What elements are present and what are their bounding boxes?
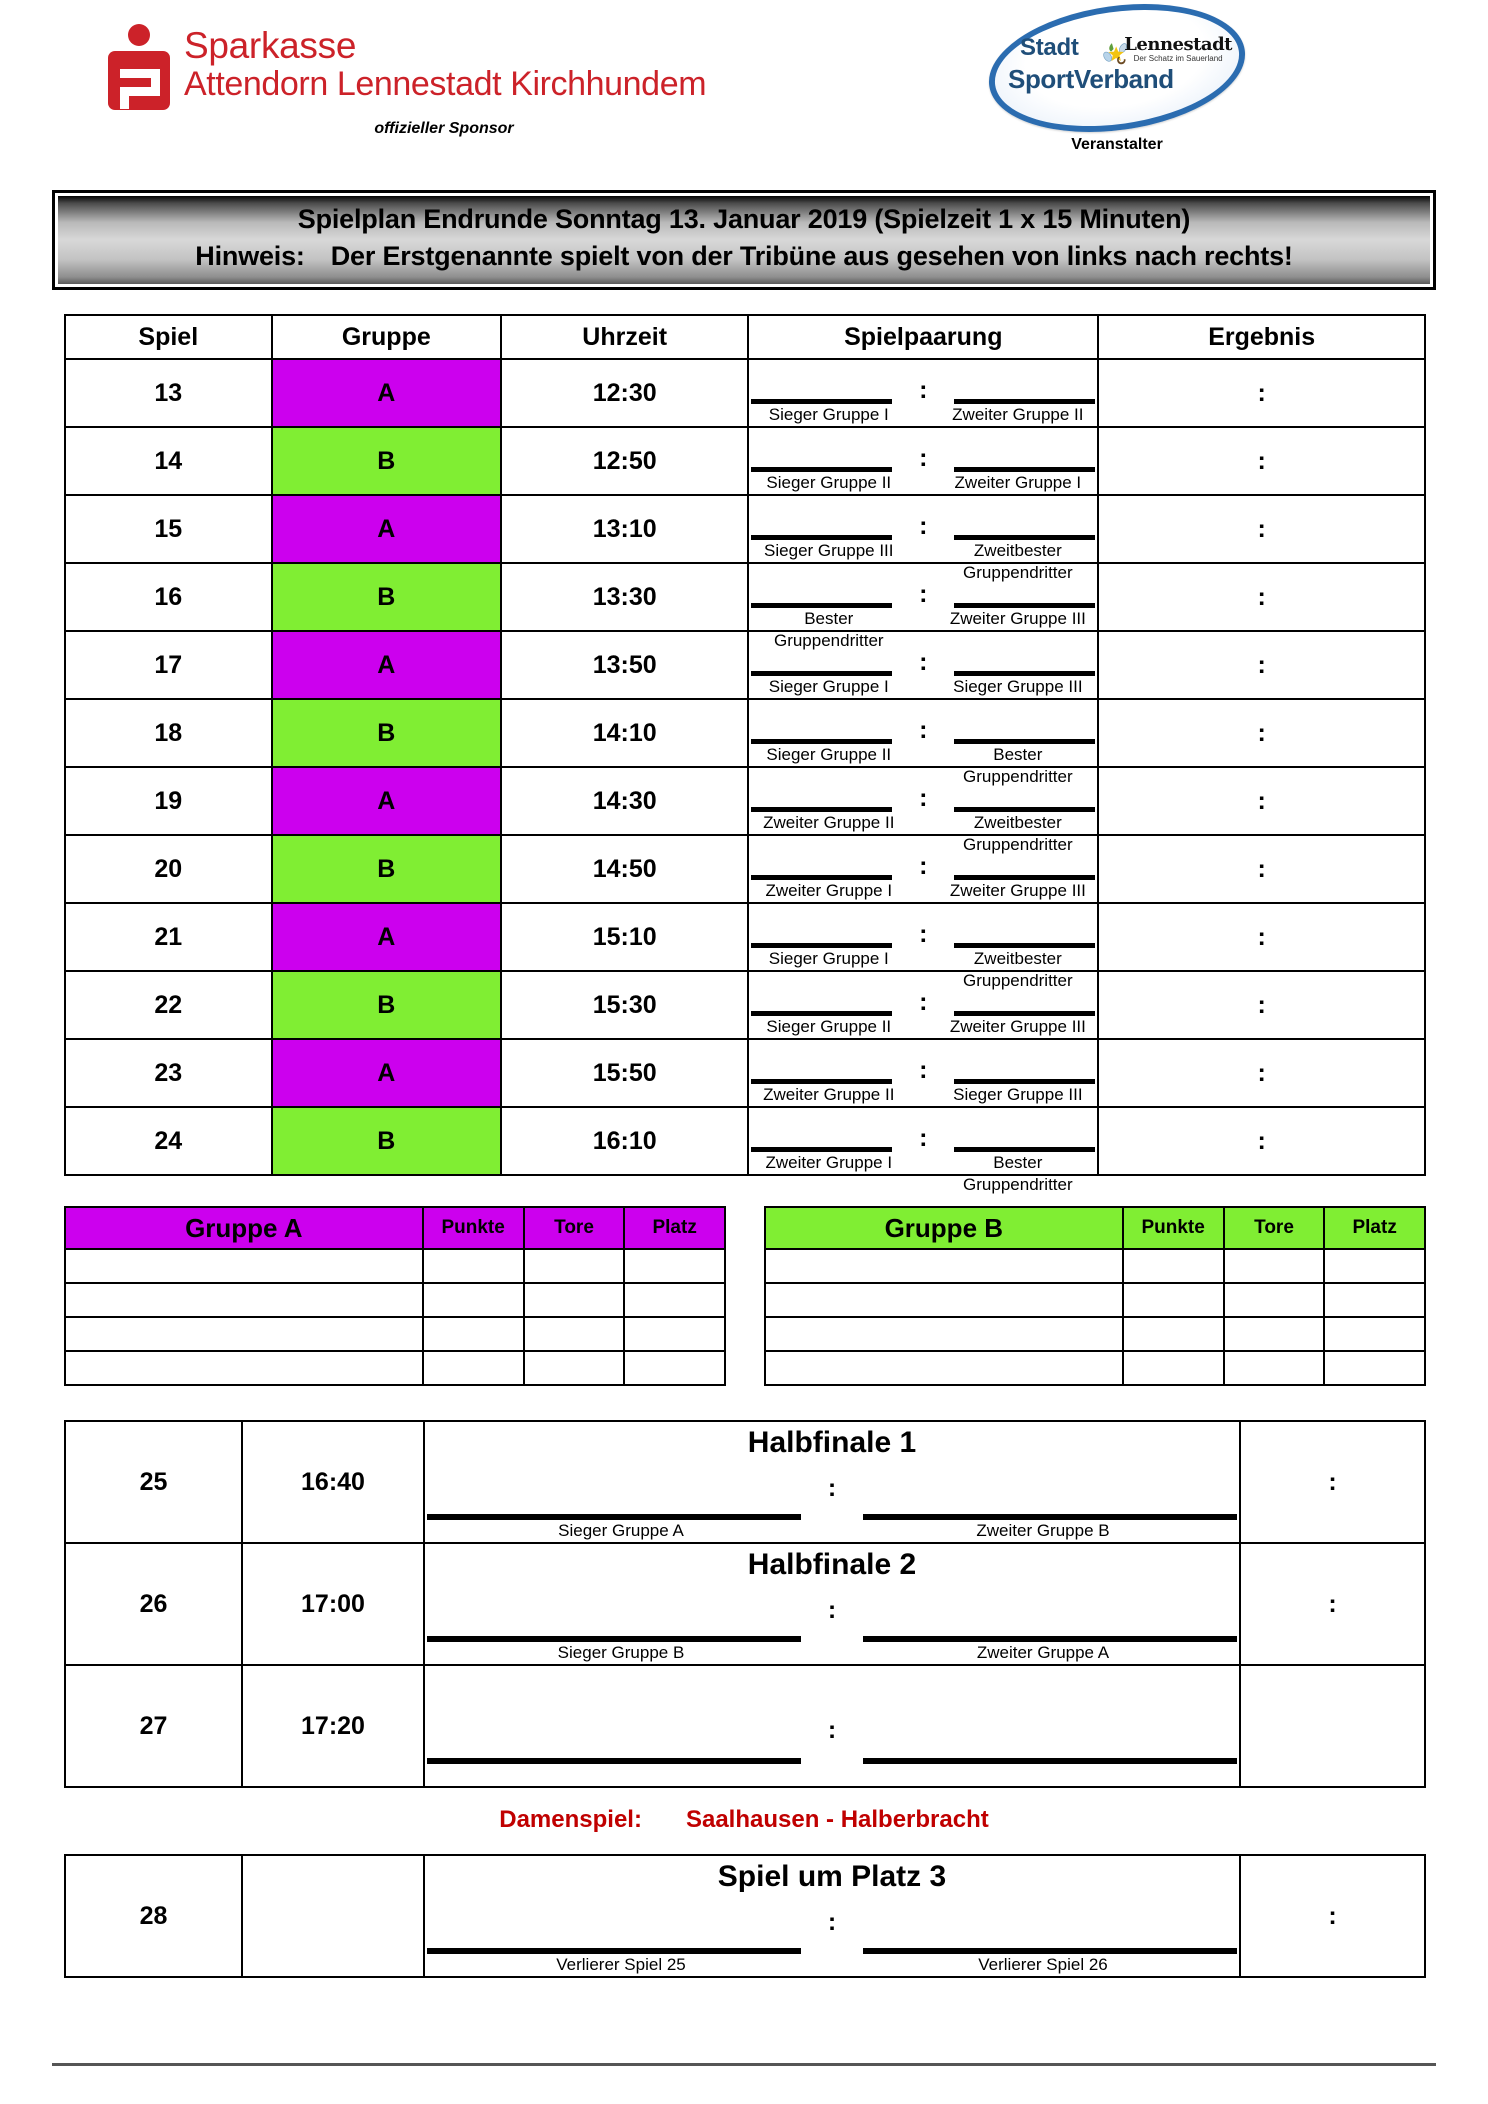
knockout-spiel-number: 27 — [65, 1665, 242, 1787]
knockout-title: Halbfinale 2 — [747, 1548, 917, 1581]
schedule-uhrzeit: 16:10 — [501, 1107, 748, 1175]
schedule-away-label: Zweiter Gruppe III — [949, 881, 1086, 900]
schedule-row — [65, 427, 1425, 495]
standings-platz-cell[interactable] — [624, 1351, 725, 1385]
knockout-row — [65, 1543, 1425, 1665]
schedule-away-label: Sieger Gruppe III — [953, 677, 1083, 696]
standings-tore-cell[interactable] — [524, 1249, 625, 1283]
organizer-line2-d: erband — [1089, 64, 1174, 94]
schedule-ergebnis[interactable]: : — [1098, 1107, 1425, 1175]
schedule-row — [65, 767, 1425, 835]
standings-platz-cell[interactable] — [1324, 1249, 1425, 1283]
schedule-away-slot[interactable] — [938, 1079, 1097, 1106]
schedule-uhrzeit: 14:10 — [501, 699, 748, 767]
standings-row — [765, 1351, 1425, 1385]
knockout-away-label: Zweiter Gruppe B — [976, 1521, 1110, 1540]
schedule-home-slot[interactable] — [749, 1079, 908, 1106]
schedule-colon: : — [919, 919, 928, 948]
schedule-ergebnis[interactable]: : — [1098, 835, 1425, 903]
schedule-home-label: Sieger Gruppe I — [768, 405, 889, 424]
schedule-colon: : — [919, 1055, 928, 1084]
schedule-spiel-number: 23 — [65, 1039, 272, 1107]
schedule-home-slot[interactable] — [749, 875, 908, 902]
damenspiel-note — [0, 1806, 1488, 1834]
schedule-colon: : — [919, 1123, 928, 1152]
third-place-row — [65, 1855, 1425, 1977]
standings-team-cell[interactable] — [65, 1351, 423, 1385]
standings-section — [64, 1206, 1426, 1386]
schedule-ergebnis[interactable]: : — [1098, 631, 1425, 699]
schedule-colon: : — [919, 783, 928, 812]
schedule-away-slot[interactable] — [938, 535, 1097, 582]
standings-platz-cell[interactable] — [624, 1249, 725, 1283]
schedule-colon: : — [919, 851, 928, 880]
schedule-gruppe-badge: A — [272, 903, 502, 971]
schedule-home-slot[interactable] — [749, 1011, 908, 1038]
schedule-home-label: Zweiter Gruppe I — [765, 1153, 893, 1172]
schedule-ergebnis[interactable]: : — [1098, 427, 1425, 495]
knockout-home-label — [425, 1764, 817, 1786]
schedule-ergebnis[interactable]: : — [1098, 767, 1425, 835]
schedule-away-slot[interactable] — [938, 807, 1097, 854]
title-banner — [52, 190, 1436, 290]
schedule-row — [65, 971, 1425, 1039]
standings-tore-cell[interactable] — [1224, 1283, 1325, 1317]
footer-rule — [52, 2063, 1436, 2066]
organizer-brand-name: Lennestadt — [1124, 34, 1232, 56]
schedule-home-slot[interactable] — [749, 603, 908, 650]
knockout-uhrzeit: 16:40 — [242, 1421, 424, 1543]
organizer-block — [972, 6, 1262, 154]
schedule-gruppe-badge: A — [272, 631, 502, 699]
knockout-pairing-cell — [424, 1421, 1240, 1543]
schedule-colon: : — [919, 375, 928, 404]
knockout-ergebnis[interactable]: : — [1240, 1543, 1425, 1665]
knockout-table — [64, 1420, 1426, 1788]
sponsor-caption: offizieller Sponsor — [374, 120, 514, 137]
schedule-row — [65, 699, 1425, 767]
standings-platz-cell[interactable] — [624, 1317, 725, 1351]
damenspiel-label: Damenspiel: — [499, 1806, 642, 1833]
sponsor-block — [108, 24, 868, 138]
standings-row — [65, 1351, 725, 1385]
schedule-home-label: Sieger Gruppe I — [768, 949, 889, 968]
knockout-ergebnis[interactable]: : — [1240, 1421, 1425, 1543]
standings-tore-cell[interactable] — [1224, 1351, 1325, 1385]
schedule-away-label: Zweiter Gruppe I — [954, 473, 1082, 492]
schedule-gruppe-badge: B — [272, 427, 502, 495]
knockout-home-slot[interactable] — [425, 1636, 817, 1664]
schedule-table — [64, 314, 1426, 1194]
third-place-away-slot[interactable] — [847, 1948, 1239, 1976]
schedule-row — [65, 903, 1425, 971]
knockout-away-slot[interactable] — [847, 1636, 1239, 1664]
group-a-column-tore: Tore — [524, 1207, 625, 1249]
knockout-away-slot[interactable] — [847, 1758, 1239, 1786]
knockout-uhrzeit: 17:20 — [242, 1665, 424, 1787]
schedule-home-label: Zweiter Gruppe II — [763, 1085, 895, 1104]
schedule-pairing-cell — [748, 903, 1098, 990]
schedule-spiel-number: 19 — [65, 767, 272, 835]
schedule-home-slot[interactable] — [749, 535, 908, 562]
schedule-gruppe-badge: B — [272, 971, 502, 1039]
schedule-ergebnis[interactable]: : — [1098, 903, 1425, 971]
schedule-row — [65, 359, 1425, 427]
knockout-home-slot[interactable] — [425, 1758, 817, 1786]
schedule-spiel-number: 22 — [65, 971, 272, 1039]
schedule-spiel-number: 21 — [65, 903, 272, 971]
third-place-colon: : — [827, 1907, 837, 1936]
schedule-home-slot[interactable] — [749, 943, 908, 970]
schedule-away-slot[interactable] — [938, 671, 1097, 698]
knockout-row — [65, 1665, 1425, 1787]
schedule-row — [65, 631, 1425, 699]
schedule-gruppe-badge: A — [272, 767, 502, 835]
schedule-gruppe-badge: A — [272, 495, 502, 563]
schedule-spiel-number: 24 — [65, 1107, 272, 1175]
schedule-gruppe-badge: A — [272, 359, 502, 427]
stadtsportverband-oval-icon — [981, 0, 1254, 147]
schedule-colon: : — [919, 715, 928, 744]
standings-row — [65, 1317, 725, 1351]
knockout-uhrzeit: 17:00 — [242, 1543, 424, 1665]
knockout-colon: : — [827, 1473, 837, 1502]
schedule-row — [65, 563, 1425, 631]
schedule-home-slot[interactable] — [749, 399, 908, 426]
schedule-away-slot[interactable] — [938, 1011, 1097, 1038]
third-place-ergebnis[interactable]: : — [1240, 1855, 1425, 1977]
schedule-pairing-cell — [748, 699, 1098, 786]
third-place-title: Spiel um Platz 3 — [717, 1860, 947, 1893]
knockout-pairing-cell — [424, 1543, 1240, 1665]
banner-hinweis-text: Der Erstgenannte spielt von der Tribüne aus gesehen von links nach rechts! — [330, 241, 1293, 271]
standings-team-cell[interactable] — [765, 1283, 1123, 1317]
standings-table-group-a — [64, 1206, 726, 1386]
schedule-away-slot[interactable] — [938, 739, 1097, 786]
schedule-pairing-cell — [748, 1107, 1098, 1194]
schedule-home-slot[interactable] — [749, 467, 908, 494]
schedule-home-slot[interactable] — [749, 1147, 908, 1174]
sponsor-bank-region: Attendorn Lennestadt Kirchhundem — [184, 65, 707, 104]
knockout-colon: : — [827, 1595, 837, 1624]
page-header — [0, 0, 1488, 190]
schedule-ergebnis[interactable]: : — [1098, 563, 1425, 631]
knockout-home-label: Sieger Gruppe A — [558, 1521, 684, 1540]
schedule-pairing-cell — [748, 1039, 1098, 1107]
schedule-uhrzeit: 14:50 — [501, 835, 748, 903]
schedule-row — [65, 495, 1425, 563]
schedule-gruppe-badge: B — [272, 835, 502, 903]
organizer-line2-a: S — [1008, 64, 1025, 94]
schedule-spiel-number: 14 — [65, 427, 272, 495]
schedule-uhrzeit: 14:30 — [501, 767, 748, 835]
standings-tore-cell[interactable] — [1224, 1317, 1325, 1351]
standings-row — [65, 1249, 725, 1283]
standings-tore-cell[interactable] — [524, 1351, 625, 1385]
standings-platz-cell[interactable] — [1324, 1317, 1425, 1351]
group-b-title: Gruppe B — [765, 1207, 1123, 1249]
column-header-spielpaarung: Spielpaarung — [748, 315, 1098, 359]
schedule-away-slot[interactable] — [938, 467, 1097, 494]
schedule-away-label: Bester Gruppendritter — [963, 745, 1073, 786]
standings-row — [765, 1317, 1425, 1351]
schedule-away-label: Zweitbester Gruppendritter — [963, 541, 1073, 582]
sponsor-bank-name: Sparkasse — [184, 25, 357, 66]
schedule-home-slot[interactable] — [749, 807, 908, 834]
knockout-colon: : — [827, 1715, 837, 1744]
standings-table-group-b — [764, 1206, 1426, 1386]
schedule-pairing-cell — [748, 359, 1098, 427]
schedule-row — [65, 1039, 1425, 1107]
schedule-away-label: Zweitbester Gruppendritter — [963, 813, 1073, 854]
group-a-column-punkte: Punkte — [423, 1207, 524, 1249]
third-place-pairing-cell — [424, 1855, 1240, 1977]
third-place-home-label: Verlierer Spiel 25 — [556, 1955, 686, 1974]
organizer-brand-tagline: Der Schatz im Sauerland — [1133, 54, 1223, 63]
group-a-column-platz: Platz — [624, 1207, 725, 1249]
schedule-ergebnis[interactable]: : — [1098, 359, 1425, 427]
schedule-colon: : — [919, 579, 928, 608]
schedule-colon: : — [919, 443, 928, 472]
standings-tore-cell[interactable] — [524, 1317, 625, 1351]
schedule-away-slot[interactable] — [938, 399, 1097, 426]
schedule-pairing-cell — [748, 427, 1098, 495]
knockout-row — [65, 1421, 1425, 1543]
standings-punkte-cell[interactable] — [423, 1351, 524, 1385]
third-place-uhrzeit — [242, 1855, 424, 1977]
schedule-home-label: Sieger Gruppe II — [766, 745, 892, 764]
schedule-gruppe-badge: B — [272, 563, 502, 631]
standings-punkte-cell[interactable] — [1123, 1283, 1224, 1317]
schedule-colon: : — [919, 987, 928, 1016]
banner-hinweis-label: Hinweis: — [195, 241, 305, 271]
column-header-gruppe: Gruppe — [272, 315, 502, 359]
knockout-home-label: Sieger Gruppe B — [557, 1643, 685, 1662]
schedule-home-label: Bester Gruppendritter — [773, 609, 884, 650]
knockout-home-slot[interactable] — [425, 1514, 817, 1542]
schedule-away-slot[interactable] — [938, 603, 1097, 630]
column-header-uhrzeit: Uhrzeit — [501, 315, 748, 359]
group-a-title: Gruppe A — [65, 1207, 423, 1249]
third-place-home-slot[interactable] — [425, 1948, 817, 1976]
schedule-away-label: Bester Gruppendritter — [963, 1153, 1073, 1194]
schedule-spiel-number: 16 — [65, 563, 272, 631]
knockout-title: Halbfinale 1 — [747, 1426, 917, 1459]
schedule-away-slot[interactable] — [938, 1147, 1097, 1194]
schedule-spiel-number: 13 — [65, 359, 272, 427]
schedule-colon: : — [919, 647, 928, 676]
schedule-away-slot[interactable] — [938, 875, 1097, 902]
standings-team-cell[interactable] — [65, 1249, 423, 1283]
third-place-table — [64, 1854, 1426, 1978]
standings-platz-cell[interactable] — [1324, 1283, 1425, 1317]
schedule-away-label: Zweiter Gruppe III — [949, 1017, 1086, 1036]
standings-punkte-cell[interactable] — [1123, 1317, 1224, 1351]
standings-platz-cell[interactable] — [624, 1283, 725, 1317]
schedule-colon: : — [919, 511, 928, 540]
schedule-uhrzeit: 13:30 — [501, 563, 748, 631]
standings-row — [765, 1249, 1425, 1283]
third-place-away-label: Verlierer Spiel 26 — [978, 1955, 1108, 1974]
schedule-home-label: Zweiter Gruppe I — [765, 881, 893, 900]
organizer-line1-a: S — [1020, 34, 1036, 61]
standings-header-row-b — [765, 1207, 1425, 1249]
organizer-line1-b: tadt — [1035, 34, 1079, 61]
standings-row — [65, 1283, 725, 1317]
schedule-pairing-cell — [748, 495, 1098, 582]
schedule-gruppe-badge: B — [272, 699, 502, 767]
group-b-column-platz: Platz — [1324, 1207, 1425, 1249]
standings-platz-cell[interactable] — [1324, 1351, 1425, 1385]
knockout-away-label: Zweiter Gruppe A — [976, 1643, 1110, 1662]
schedule-uhrzeit: 13:50 — [501, 631, 748, 699]
knockout-away-slot[interactable] — [847, 1514, 1239, 1542]
schedule-uhrzeit: 15:10 — [501, 903, 748, 971]
banner-line-1: Spielplan Endrunde Sonntag 13. Januar 2019 (Spielzeit 1 x 15 Minuten) — [297, 204, 1191, 234]
column-header-ergebnis: Ergebnis — [1098, 315, 1425, 359]
schedule-home-label: Sieger Gruppe II — [766, 1017, 892, 1036]
schedule-spiel-number: 15 — [65, 495, 272, 563]
knockout-ergebnis[interactable] — [1240, 1665, 1425, 1787]
standings-team-cell[interactable] — [65, 1283, 423, 1317]
schedule-home-label: Zweiter Gruppe II — [763, 813, 895, 832]
standings-header-row-a — [65, 1207, 725, 1249]
schedule-away-label: Zweitbester Gruppendritter — [963, 949, 1073, 990]
schedule-uhrzeit: 15:30 — [501, 971, 748, 1039]
standings-team-cell[interactable] — [765, 1317, 1123, 1351]
schedule-away-label: Zweiter Gruppe III — [949, 609, 1086, 628]
schedule-gruppe-badge: B — [272, 1107, 502, 1175]
schedule-uhrzeit: 12:30 — [501, 359, 748, 427]
organizer-line2-c: V — [1073, 64, 1090, 94]
standings-tore-cell[interactable] — [524, 1283, 625, 1317]
schedule-uhrzeit: 15:50 — [501, 1039, 748, 1107]
schedule-home-label: Sieger Gruppe I — [768, 677, 889, 696]
schedule-uhrzeit: 12:50 — [501, 427, 748, 495]
standings-punkte-cell[interactable] — [1123, 1351, 1224, 1385]
third-place-spiel-number: 28 — [65, 1855, 242, 1977]
organizer-line2-b: port — [1024, 64, 1074, 94]
standings-row — [765, 1283, 1425, 1317]
sparkasse-s-icon — [108, 24, 170, 110]
schedule-ergebnis[interactable]: : — [1098, 495, 1425, 563]
standings-punkte-cell[interactable] — [1123, 1249, 1224, 1283]
standings-tore-cell[interactable] — [1224, 1249, 1325, 1283]
group-b-column-tore: Tore — [1224, 1207, 1325, 1249]
schedule-away-slot[interactable] — [938, 943, 1097, 990]
standings-team-cell[interactable] — [765, 1351, 1123, 1385]
schedule-uhrzeit: 13:10 — [501, 495, 748, 563]
knockout-spiel-number: 25 — [65, 1421, 242, 1543]
schedule-away-label: Zweiter Gruppe II — [952, 405, 1084, 424]
schedule-row — [65, 835, 1425, 903]
schedule-away-label: Sieger Gruppe III — [953, 1085, 1083, 1104]
schedule-ergebnis[interactable]: : — [1098, 1039, 1425, 1107]
organizer-caption: Veranstalter — [1071, 136, 1163, 153]
knockout-pairing-cell — [424, 1665, 1240, 1787]
knockout-spiel-number: 26 — [65, 1543, 242, 1665]
standings-team-cell[interactable] — [65, 1317, 423, 1351]
schedule-row — [65, 1107, 1425, 1175]
schedule-header-row — [65, 315, 1425, 359]
schedule-ergebnis[interactable]: : — [1098, 971, 1425, 1039]
knockout-away-label — [847, 1764, 1239, 1786]
schedule-spiel-number: 17 — [65, 631, 272, 699]
schedule-home-label: Sieger Gruppe II — [766, 473, 892, 492]
column-header-spiel: Spiel — [65, 315, 272, 359]
standings-team-cell[interactable] — [765, 1249, 1123, 1283]
schedule-home-slot[interactable] — [749, 671, 908, 698]
schedule-ergebnis[interactable]: : — [1098, 699, 1425, 767]
schedule-spiel-number: 18 — [65, 699, 272, 767]
schedule-home-slot[interactable] — [749, 739, 908, 766]
schedule-home-label: Sieger Gruppe III — [764, 541, 894, 560]
knockout-title-spacer — [425, 1666, 1239, 1700]
schedule-gruppe-badge: A — [272, 1039, 502, 1107]
standings-punkte-cell[interactable] — [423, 1317, 524, 1351]
damenspiel-teams: Saalhausen - Halberbracht — [685, 1806, 989, 1833]
standings-punkte-cell[interactable] — [423, 1249, 524, 1283]
standings-punkte-cell[interactable] — [423, 1283, 524, 1317]
group-b-column-punkte: Punkte — [1123, 1207, 1224, 1249]
schedule-spiel-number: 20 — [65, 835, 272, 903]
